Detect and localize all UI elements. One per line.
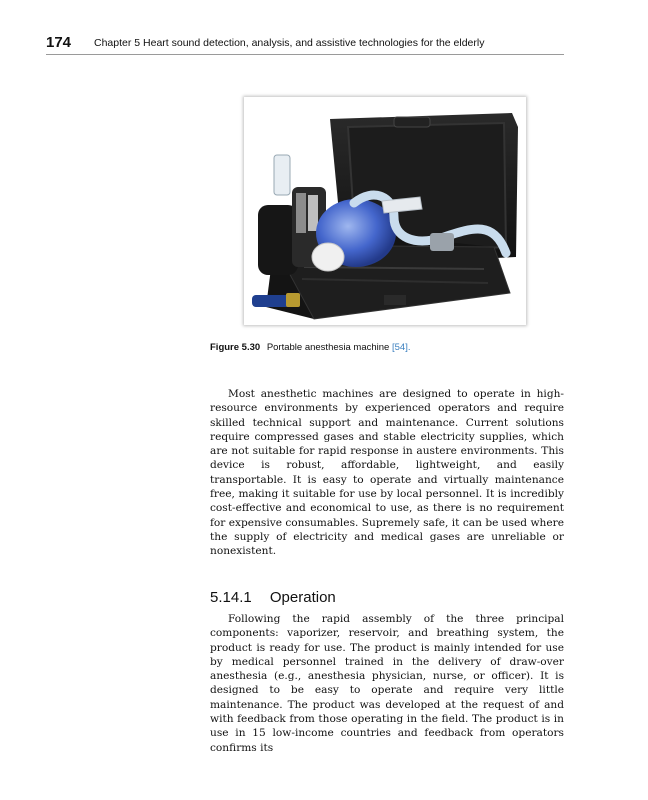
body-paragraph: Most anesthetic machines are designed to operate in high-resource environments by experienced operators and require skilled technical support and maintenance. Current solutions require compressed gases and stable electricity supplies, which are not suitable for rapid response in austere environments. This device is robust, affordable, lightweight, and easily transportable. It is easy to operate and virtually maintenance free, making it suitable for use by local personnel. It is incredibly cost-effective and economical to use, as there is no requirement for expensive consumables. Supremely safe, it can be used where the supply of electricity and medical gases are unreliable or nonexistent. [210,388,564,558]
figure-caption [210,342,410,353]
section-heading [210,589,336,606]
running-head: Chapter 5 Heart sound detection, analysis, and assistive technologies for the elderly [94,37,485,49]
page-header [46,34,564,54]
anesthesia-machine-illustration [244,97,526,325]
section-title: Operation [269,589,336,606]
body-paragraph: Following the rapid assembly of the three principal components: vaporizer, reservoir, and breathing system, the product is ready for use. The product is mainly intended for use by medical personnel trained in the delivery of draw-over anesthesia (e.g., anesthesia physician, nurse, or officer). It is designed to be easy to operate and require very little maintenance. The product was developed at the request of and with feedback from those operating in the field. The product is in use in 15 low-income countries and feedback from operators confirms its [210,613,564,754]
section-number: 5.14.1 [210,589,252,606]
header-rule [46,54,564,55]
figure-label: Figure 5.30 [210,342,261,353]
figure-caption-text: Portable anesthesia machine [266,342,390,353]
figure-photo [244,97,526,325]
figure-reference-link[interactable]: [54]. [391,342,411,353]
page-number: 174 [46,34,72,51]
